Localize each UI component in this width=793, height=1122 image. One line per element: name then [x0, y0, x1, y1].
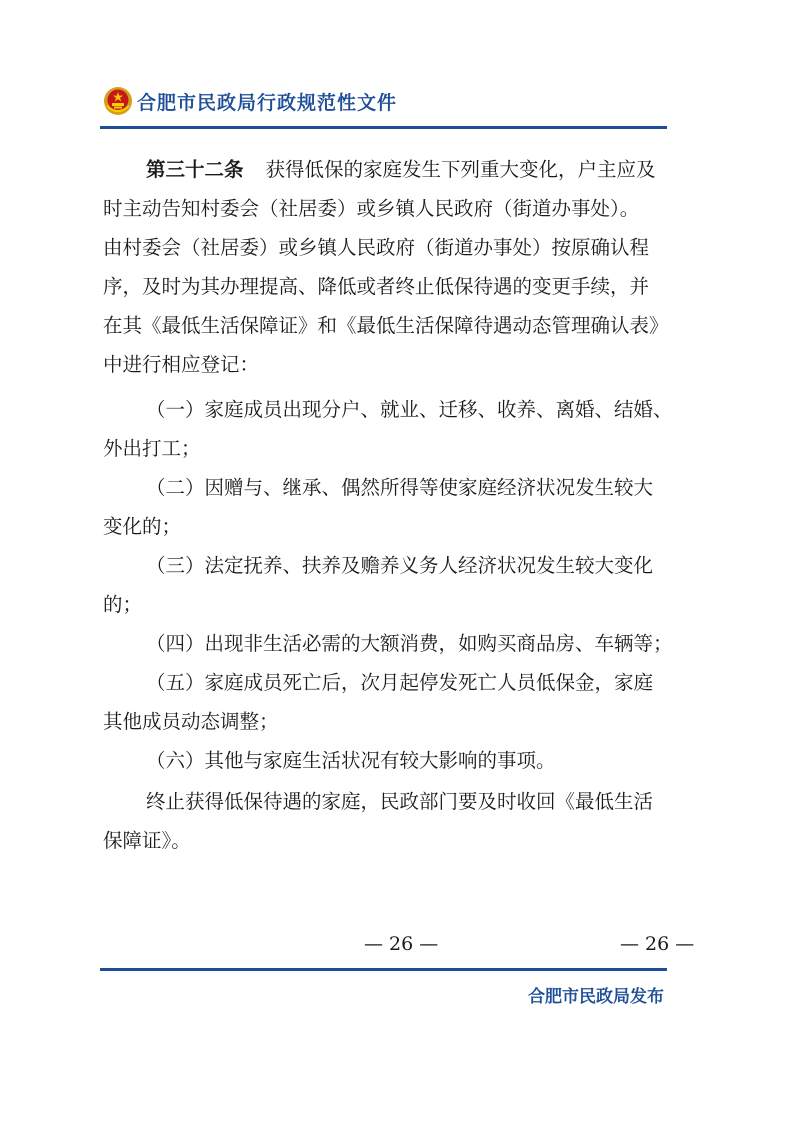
paragraph-line: 保障证》。: [103, 829, 191, 852]
list-item-line: （五）家庭成员死亡后，次月起停发死亡人员低保金，家庭: [146, 671, 654, 694]
list-item-line: 其他成员动态调整；: [103, 710, 279, 733]
article-heading: 第三十二条: [146, 158, 244, 181]
list-item-line: 的；: [103, 593, 143, 616]
header-divider: [100, 126, 667, 129]
list-item-line: 外出打工；: [103, 437, 201, 460]
paragraph-line: 由村委会（社居委）或乡镇人民政府（街道办事处）按原确认程: [103, 236, 650, 259]
header-title: 合肥市民政局行政规范性文件: [137, 91, 398, 114]
list-item-line: （六）其他与家庭生活状况有较大影响的事项。: [146, 749, 556, 772]
national-emblem-icon: [103, 86, 133, 116]
footer-publisher: 合肥市民政局发布: [528, 987, 664, 1007]
list-item-line: （二）因赠与、继承、偶然所得等使家庭经济状况发生较大: [146, 476, 654, 499]
paragraph-line: 获得低保的家庭发生下列重大变化，户主应及: [265, 158, 656, 181]
article-first-line: [146, 152, 656, 188]
footer-divider: [100, 968, 667, 971]
page-number-center: — 26 —: [364, 933, 439, 955]
paragraph-line: 终止获得低保待遇的家庭，民政部门要及时收回《最低生活: [146, 790, 654, 813]
paragraph-line: 序，及时为其办理提高、降低或者终止低保待遇的变更手续，并: [103, 275, 650, 298]
document-header: [103, 84, 397, 118]
paragraph-line: 在其《最低生活保障证》和《最低生活保障待遇动态管理确认表》: [103, 314, 669, 337]
list-item-line: （三）法定抚养、扶养及赡养义务人经济状况发生较大变化: [146, 554, 654, 577]
list-item-line: （一）家庭成员出现分户、就业、迁移、收养、离婚、结婚、: [146, 398, 673, 421]
paragraph-line: 中进行相应登记：: [103, 353, 260, 376]
paragraph-line: 时主动告知村委会（社居委）或乡镇人民政府（街道办事处）。: [103, 197, 640, 220]
page-number-right: — 26 —: [620, 933, 695, 955]
list-item-line: 变化的；: [103, 515, 182, 538]
list-item-line: （四）出现非生活必需的大额消费，如购买商品房、车辆等；: [146, 632, 673, 655]
